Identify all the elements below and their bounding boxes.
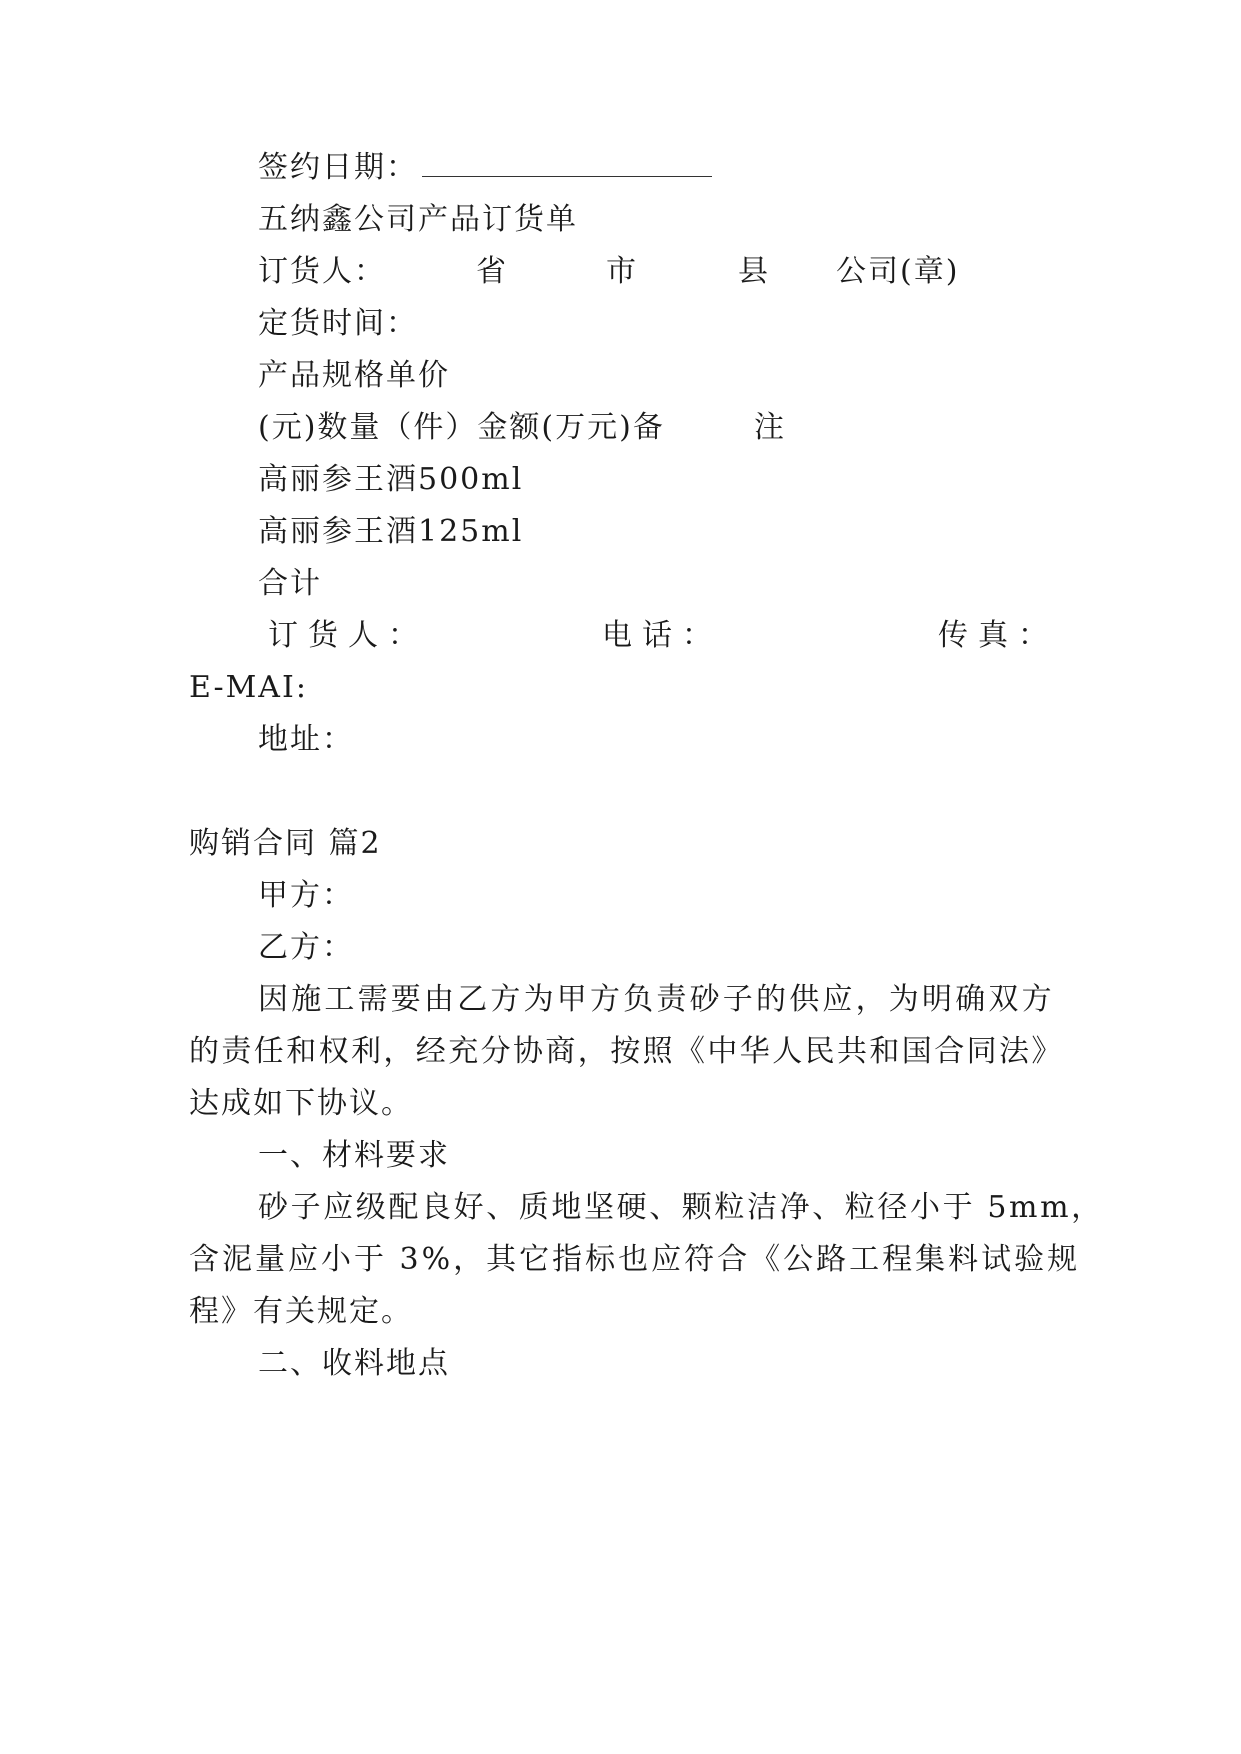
party-b-label: 乙方： bbox=[258, 930, 354, 965]
sign-date-blank bbox=[422, 150, 712, 177]
table-header-2a: (元)数量（件）金额(万元)备 bbox=[258, 410, 665, 445]
table-header-1: 产品规格单价 bbox=[258, 358, 450, 393]
order-form-title: 五纳鑫公司产品订货单 bbox=[258, 202, 578, 237]
intro-line-2: 的责任和权利，经充分协商，按照《中华人民共和国合同法》 bbox=[189, 1034, 1064, 1069]
orderer-label: 订货人： bbox=[258, 254, 386, 289]
total-label: 合计 bbox=[258, 566, 322, 601]
sign-date-label: 签约日期： bbox=[258, 150, 418, 185]
party-a-label: 甲方： bbox=[258, 878, 354, 913]
city-label: 市 bbox=[606, 254, 638, 289]
product-item-1: 高丽参王酒500ml bbox=[258, 462, 524, 497]
contact-fax-label: 传真： bbox=[938, 618, 1058, 653]
intro-line-3: 达成如下协议。 bbox=[189, 1086, 413, 1121]
province-label: 省 bbox=[476, 254, 508, 289]
contact-orderer-label: 订货人： bbox=[268, 618, 428, 653]
order-time-label: 定货时间： bbox=[258, 306, 418, 341]
sign-date-line bbox=[258, 148, 712, 188]
contract2-title: 购销合同 篇2 bbox=[189, 826, 382, 861]
product-item-2: 高丽参王酒125ml bbox=[258, 514, 524, 549]
table-header-2b: 注 bbox=[754, 410, 786, 445]
address-label: 地址： bbox=[258, 722, 354, 757]
intro-line-1: 因施工需要由乙方为甲方负责砂子的供应，为明确双方 bbox=[258, 982, 1055, 1017]
section1-line-1: 砂子应级配良好、质地坚硬、颗粒洁净、粒径小于 5mm， bbox=[258, 1190, 1104, 1225]
section1-line-2: 含泥量应小于 3%，其它指标也应符合《公路工程集料试验规 bbox=[189, 1242, 1081, 1277]
contact-phone-label: 电话： bbox=[602, 618, 722, 653]
section1-title: 一、材料要求 bbox=[258, 1138, 450, 1173]
email-label: E-MAI: bbox=[189, 670, 308, 705]
company-seal-label: 公司(章) bbox=[836, 254, 960, 289]
county-label: 县 bbox=[738, 254, 770, 289]
section1-line-3: 程》有关规定。 bbox=[189, 1294, 413, 1329]
section2-title: 二、收料地点 bbox=[258, 1346, 450, 1381]
